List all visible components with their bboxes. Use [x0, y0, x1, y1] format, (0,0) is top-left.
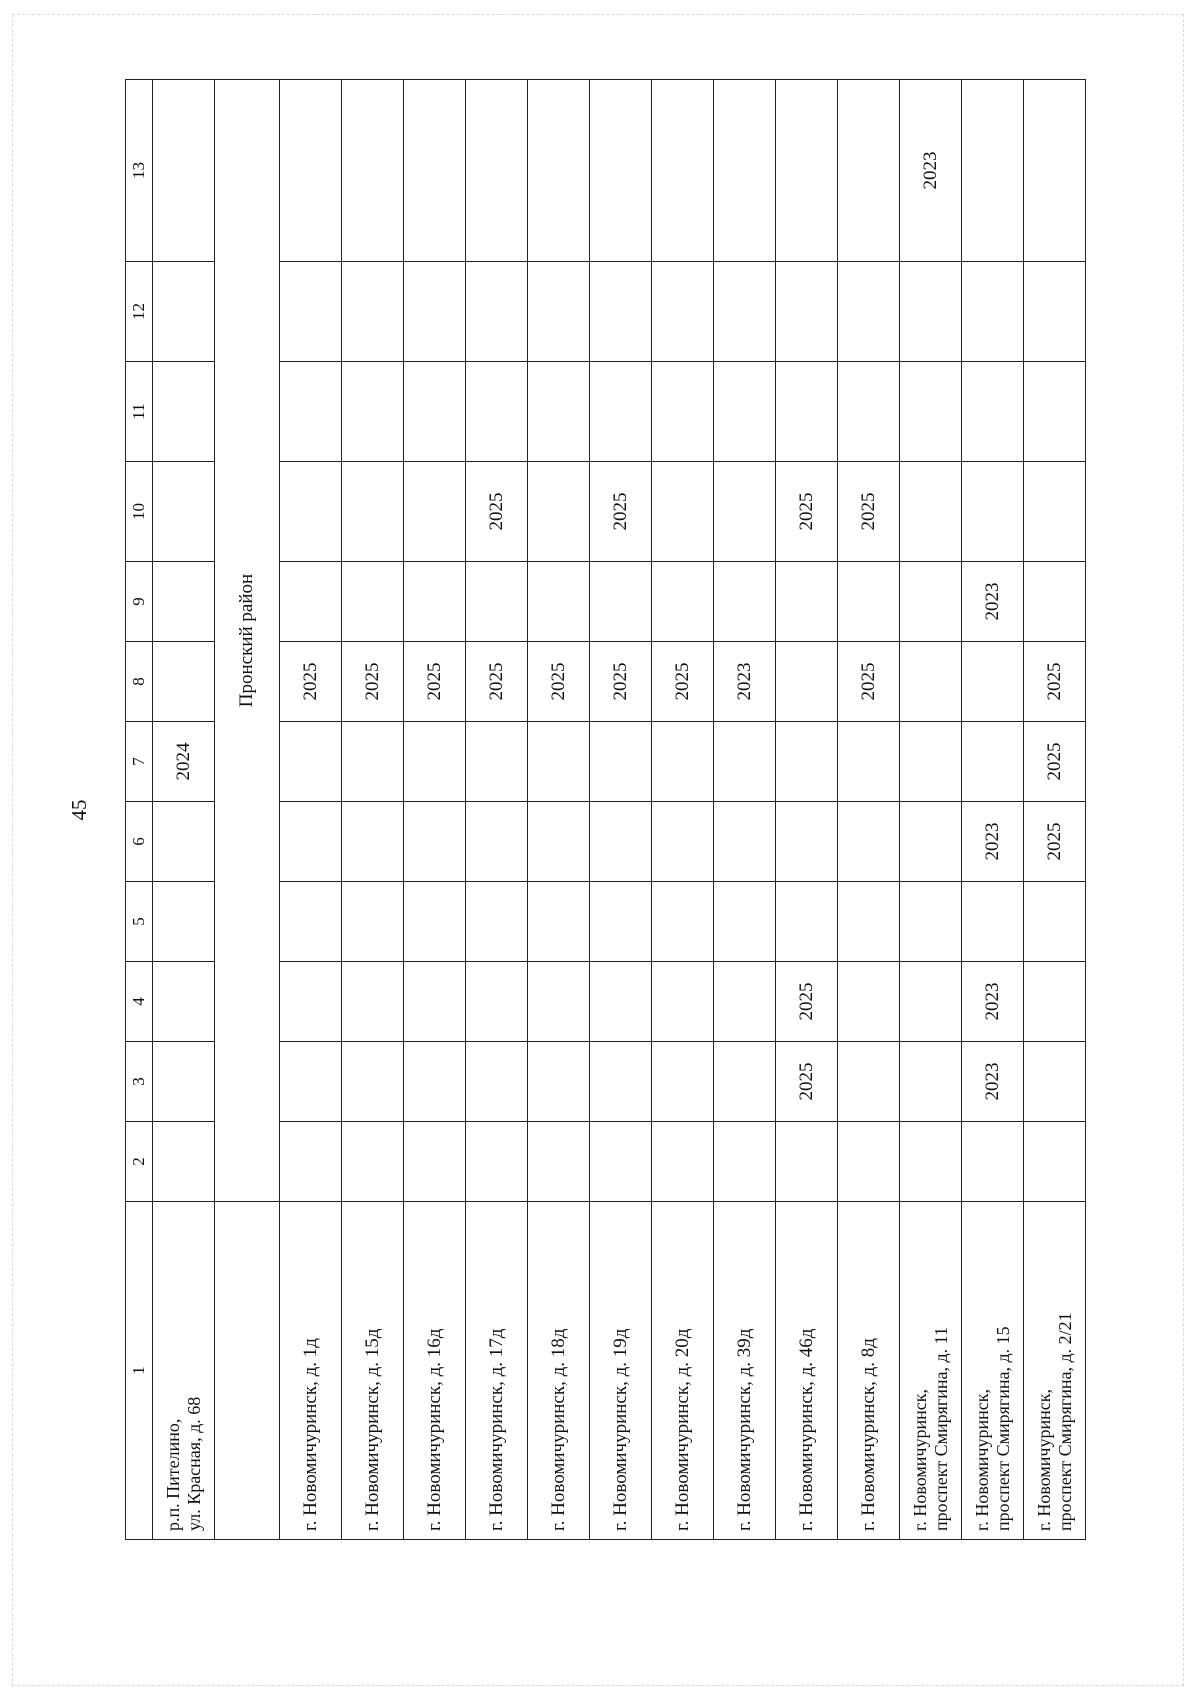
address-cell	[962, 1202, 1024, 1540]
column-header: 13	[126, 80, 153, 262]
year-cell	[838, 1042, 900, 1122]
column-header: 7	[126, 722, 153, 802]
year-cell	[776, 80, 838, 262]
year-cell	[528, 562, 590, 642]
year-cell	[280, 722, 342, 802]
year-cell	[776, 642, 838, 722]
year-cell	[404, 462, 466, 562]
year-cell	[1024, 80, 1086, 262]
year-cell	[714, 80, 776, 262]
address-line: г. Новомичуринск, д. 18д	[547, 1328, 569, 1531]
year-cell	[342, 1042, 404, 1122]
year-cell	[466, 962, 528, 1042]
year-cell	[528, 80, 590, 262]
year-cell	[342, 562, 404, 642]
year-cell: 2025	[776, 1042, 838, 1122]
rotated-page	[67, 80, 1189, 1540]
year-cell	[962, 462, 1024, 562]
year-cell	[590, 1122, 652, 1202]
year-cell	[342, 882, 404, 962]
year-cell	[590, 1042, 652, 1122]
year-cell	[404, 362, 466, 462]
year-cell	[590, 802, 652, 882]
year-cell: 2025	[838, 462, 900, 562]
year-cell	[838, 80, 900, 262]
year-cell	[153, 262, 215, 362]
year-cell	[900, 1042, 962, 1122]
year-cell	[838, 722, 900, 802]
year-cell: 2025	[590, 462, 652, 562]
year-cell	[590, 882, 652, 962]
address-cell	[342, 1202, 404, 1540]
address-cell	[590, 1202, 652, 1540]
year-cell	[404, 80, 466, 262]
year-cell	[528, 1122, 590, 1202]
address-line: г. Новомичуринск,	[971, 1389, 992, 1531]
year-cell	[153, 1122, 215, 1202]
year-cell	[838, 1122, 900, 1202]
address-cell	[1024, 1202, 1086, 1540]
region-title: Пронский район	[215, 80, 280, 1202]
column-header: 1	[126, 1202, 153, 1540]
year-cell	[466, 722, 528, 802]
address-cell	[528, 1202, 590, 1540]
year-cell: 2025	[1024, 722, 1086, 802]
year-cell	[962, 262, 1024, 362]
year-cell	[652, 962, 714, 1042]
year-cell: 2023	[962, 962, 1024, 1042]
year-cell	[1024, 962, 1086, 1042]
table-row	[280, 80, 342, 1540]
address-cell	[714, 1202, 776, 1540]
address-cell	[838, 1202, 900, 1540]
year-cell	[714, 462, 776, 562]
address-cell	[404, 1202, 466, 1540]
year-cell	[652, 802, 714, 882]
column-header: 12	[126, 262, 153, 362]
year-cell	[342, 962, 404, 1042]
year-cell	[838, 962, 900, 1042]
table-row	[962, 80, 1024, 1540]
year-cell	[900, 362, 962, 462]
year-cell	[280, 362, 342, 462]
header-row	[126, 80, 153, 1540]
year-cell	[776, 882, 838, 962]
table-row	[900, 80, 962, 1540]
year-cell: 2025	[652, 642, 714, 722]
year-cell	[153, 362, 215, 462]
year-cell	[590, 722, 652, 802]
year-cell	[838, 362, 900, 462]
year-cell	[900, 562, 962, 642]
year-cell	[776, 262, 838, 362]
year-cell	[342, 262, 404, 362]
table-row	[714, 80, 776, 1540]
year-cell	[342, 722, 404, 802]
column-header: 2	[126, 1122, 153, 1202]
year-cell	[1024, 262, 1086, 362]
year-cell	[652, 262, 714, 362]
year-cell	[714, 802, 776, 882]
year-cell	[714, 962, 776, 1042]
year-cell	[714, 1042, 776, 1122]
year-cell	[838, 882, 900, 962]
region-spacer-cell	[215, 1202, 280, 1540]
year-cell	[962, 80, 1024, 262]
year-cell	[528, 722, 590, 802]
address-line: ул. Красная, д. 68	[183, 1396, 204, 1531]
year-cell	[528, 362, 590, 462]
year-cell	[404, 262, 466, 362]
address-line: г. Новомичуринск, д. 39д	[733, 1328, 755, 1531]
year-cell	[153, 462, 215, 562]
year-cell: 2023	[962, 562, 1024, 642]
year-cell	[714, 882, 776, 962]
year-cell	[404, 1042, 466, 1122]
year-cell	[590, 562, 652, 642]
year-cell	[900, 722, 962, 802]
year-cell: 2025	[528, 642, 590, 722]
address-line: г. Новомичуринск, д. 1д	[299, 1338, 321, 1531]
column-header: 6	[126, 802, 153, 882]
year-cell	[838, 262, 900, 362]
year-cell: 2025	[1024, 642, 1086, 722]
column-header: 5	[126, 882, 153, 962]
year-cell	[652, 362, 714, 462]
year-cell	[280, 1042, 342, 1122]
address-line: г. Новомичуринск, д. 8д	[857, 1338, 879, 1531]
table-row	[342, 80, 404, 1540]
year-cell	[776, 1122, 838, 1202]
year-cell	[900, 1122, 962, 1202]
year-cell	[590, 80, 652, 262]
year-cell	[838, 802, 900, 882]
year-cell	[590, 362, 652, 462]
year-cell: 2025	[466, 642, 528, 722]
year-cell	[652, 882, 714, 962]
year-cell: 2023	[714, 642, 776, 722]
year-cell	[1024, 362, 1086, 462]
year-cell	[652, 562, 714, 642]
address-line: проспект Смирягина, д. 11	[930, 1326, 951, 1531]
year-cell: 2025	[280, 642, 342, 722]
year-cell	[280, 562, 342, 642]
year-cell	[280, 262, 342, 362]
year-cell	[528, 1042, 590, 1122]
year-cell: 2025	[466, 462, 528, 562]
year-cell	[404, 962, 466, 1042]
table-row	[404, 80, 466, 1540]
year-cell	[528, 802, 590, 882]
address-cell	[900, 1202, 962, 1540]
year-cell	[1024, 562, 1086, 642]
year-cell	[652, 462, 714, 562]
year-cell	[900, 642, 962, 722]
year-cell: 2025	[342, 642, 404, 722]
year-cell: 2025	[1024, 802, 1086, 882]
year-cell	[342, 802, 404, 882]
address-line: р.п. Пителино,	[162, 1418, 183, 1531]
column-header: 3	[126, 1042, 153, 1122]
year-cell: 2025	[590, 642, 652, 722]
column-header: 10	[126, 462, 153, 562]
year-cell	[652, 722, 714, 802]
year-cell	[153, 882, 215, 962]
address-cell	[153, 1202, 215, 1540]
address-line: проспект Смирягина, д. 2/21	[1054, 1312, 1075, 1531]
column-header: 9	[126, 562, 153, 642]
year-cell	[962, 1122, 1024, 1202]
year-cell: 2023	[962, 802, 1024, 882]
column-header: 8	[126, 642, 153, 722]
year-cell	[153, 80, 215, 262]
year-cell	[714, 362, 776, 462]
table-row	[652, 80, 714, 1540]
year-cell	[466, 1122, 528, 1202]
year-cell	[652, 1042, 714, 1122]
table-row	[466, 80, 528, 1540]
year-cell: 2023	[900, 80, 962, 262]
column-header: 11	[126, 362, 153, 462]
year-cell	[1024, 882, 1086, 962]
address-line: г. Новомичуринск,	[1033, 1389, 1054, 1531]
year-cell	[404, 562, 466, 642]
year-cell	[153, 962, 215, 1042]
year-cell	[1024, 1042, 1086, 1122]
year-cell	[590, 262, 652, 362]
year-cell	[404, 882, 466, 962]
year-cell	[404, 1122, 466, 1202]
year-cell: 2025	[838, 642, 900, 722]
year-cell	[714, 262, 776, 362]
year-cell	[528, 882, 590, 962]
year-cell	[838, 562, 900, 642]
region-row	[215, 80, 280, 1540]
address-cell	[466, 1202, 528, 1540]
page-number: 45	[67, 799, 91, 821]
address-line: г. Новомичуринск, д. 19д	[609, 1328, 631, 1531]
year-cell	[404, 802, 466, 882]
year-cell	[652, 80, 714, 262]
year-cell	[776, 722, 838, 802]
year-cell	[962, 722, 1024, 802]
year-cell	[900, 802, 962, 882]
table-row	[838, 80, 900, 1540]
year-cell	[280, 882, 342, 962]
year-cell: 2023	[962, 1042, 1024, 1122]
year-cell	[528, 262, 590, 362]
address-line: г. Новомичуринск,	[909, 1389, 930, 1531]
column-header: 4	[126, 962, 153, 1042]
year-cell: 2025	[776, 462, 838, 562]
year-cell	[590, 962, 652, 1042]
year-cell	[1024, 1122, 1086, 1202]
year-cell	[466, 80, 528, 262]
year-cell: 2025	[776, 962, 838, 1042]
year-cell	[528, 962, 590, 1042]
address-line: г. Новомичуринск, д. 15д	[361, 1328, 383, 1531]
address-line: г. Новомичуринск, д. 17д	[485, 1328, 507, 1531]
table-row	[153, 80, 215, 1540]
address-line: г. Новомичуринск, д. 46д	[795, 1328, 817, 1531]
table-row	[528, 80, 590, 1540]
address-line: г. Новомичуринск, д. 20д	[671, 1328, 693, 1531]
year-cell	[900, 262, 962, 362]
year-cell	[466, 802, 528, 882]
table-row	[776, 80, 838, 1540]
year-cell	[280, 802, 342, 882]
year-cell	[776, 802, 838, 882]
year-cell	[776, 562, 838, 642]
year-cell	[342, 80, 404, 262]
year-cell	[153, 1042, 215, 1122]
table-row	[1024, 80, 1086, 1540]
year-cell	[962, 642, 1024, 722]
year-cell	[342, 362, 404, 462]
year-cell	[900, 462, 962, 562]
address-line: проспект Смирягина, д. 15	[992, 1326, 1013, 1531]
year-cell	[342, 462, 404, 562]
year-cell	[528, 462, 590, 562]
year-cell	[714, 722, 776, 802]
year-cell	[900, 962, 962, 1042]
year-cell	[466, 562, 528, 642]
table-row	[590, 80, 652, 1540]
year-cell	[342, 1122, 404, 1202]
year-cell	[962, 882, 1024, 962]
schedule-table	[125, 79, 1086, 1540]
year-cell	[280, 462, 342, 562]
year-cell	[1024, 462, 1086, 562]
year-cell	[714, 1122, 776, 1202]
year-cell	[280, 80, 342, 262]
year-cell	[280, 1122, 342, 1202]
year-cell	[962, 362, 1024, 462]
year-cell	[652, 1122, 714, 1202]
year-cell	[466, 262, 528, 362]
year-cell	[404, 722, 466, 802]
year-cell	[466, 1042, 528, 1122]
year-cell: 2024	[153, 722, 215, 802]
year-cell	[153, 642, 215, 722]
year-cell	[153, 562, 215, 642]
year-cell	[280, 962, 342, 1042]
year-cell	[466, 882, 528, 962]
address-cell	[280, 1202, 342, 1540]
year-cell	[900, 882, 962, 962]
address-line: г. Новомичуринск, д. 16д	[423, 1328, 445, 1531]
year-cell	[466, 362, 528, 462]
year-cell	[776, 362, 838, 462]
address-cell	[652, 1202, 714, 1540]
year-cell	[714, 562, 776, 642]
year-cell	[153, 802, 215, 882]
address-cell	[776, 1202, 838, 1540]
year-cell: 2025	[404, 642, 466, 722]
